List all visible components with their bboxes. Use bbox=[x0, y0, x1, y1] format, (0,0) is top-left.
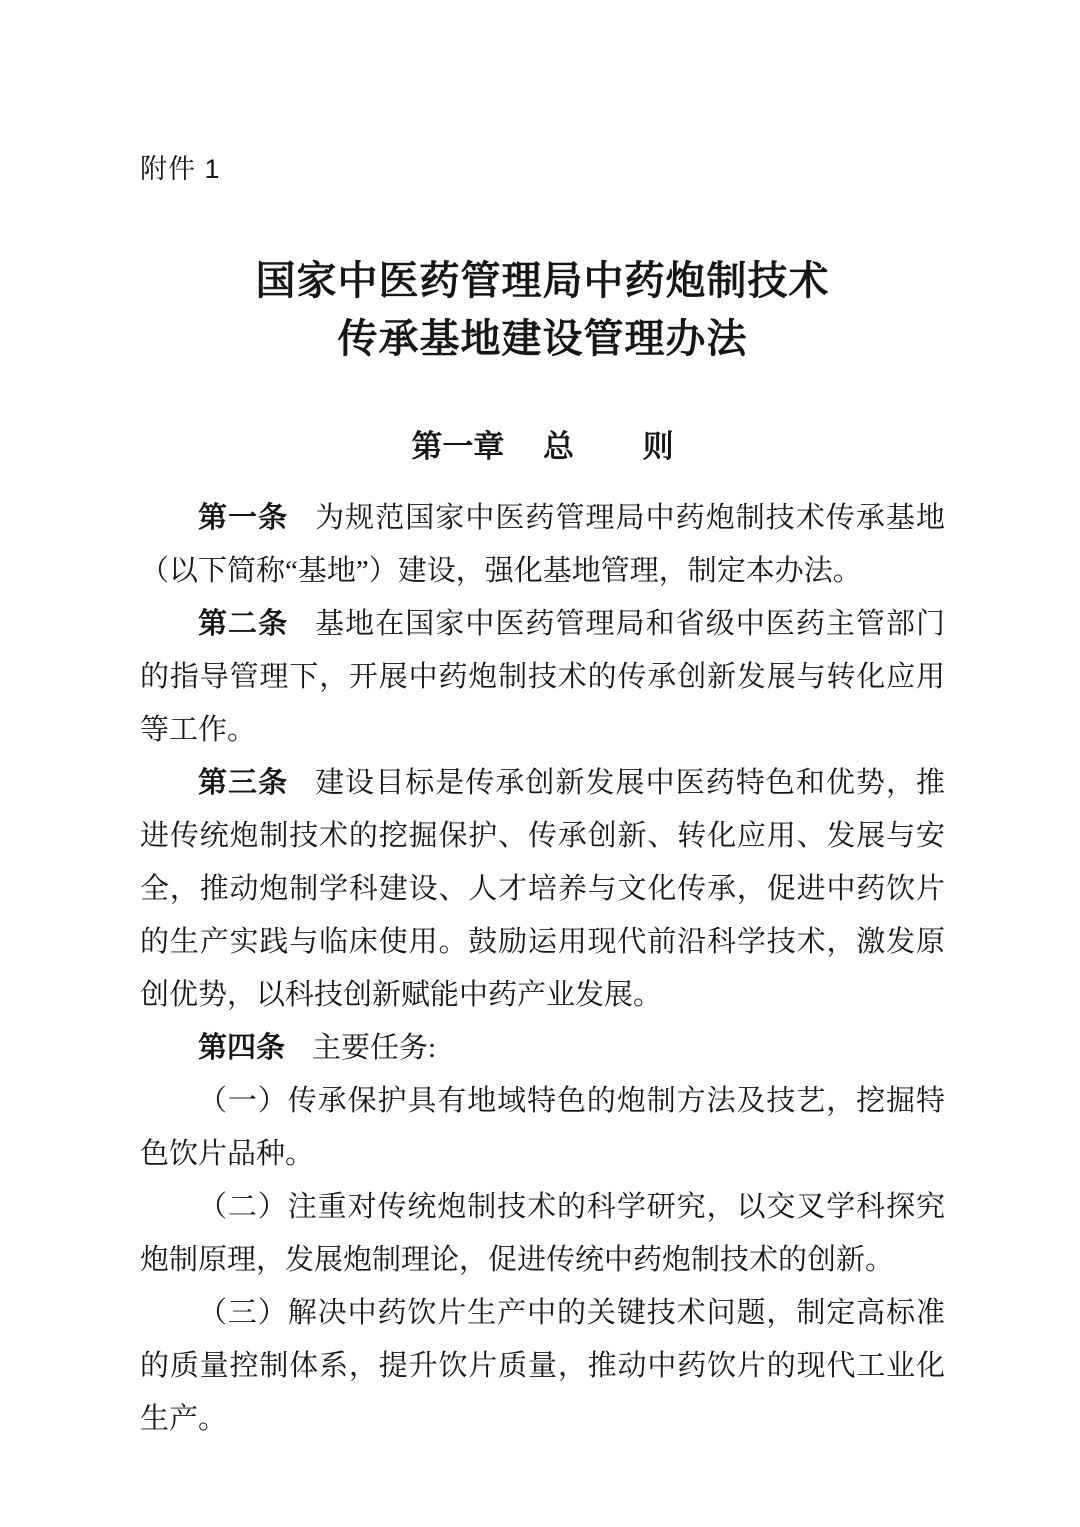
article-3-text: 建设目标是传承创新发展中医药特色和优势，推进传统炮制技术的挖掘保护、传承创新、转化应用、发展与安全，推动炮制学科建设、人才培养与文化传承，促进中药饮片的生产实践与临床使用。鼓励运用现代前沿科学技术，激发原创优势，以科技创新赋能中药产业发展。 bbox=[140, 767, 945, 1011]
document-title-line2: 传承基地建设管理办法 bbox=[337, 316, 748, 361]
article-1-paragraph bbox=[140, 492, 945, 598]
article-1-number: 第一条 bbox=[198, 502, 289, 534]
article-2-text: 基地在国家中医药管理局和省级中医药主管部门的指导管理下，开展中药炮制技术的传承创新发展与转化应用等工作。 bbox=[140, 608, 945, 746]
task-item-2-text: （二）注重对传统炮制技术的科学研究，以交叉学科探究炮制原理，发展炮制理论，促进传统中药炮制技术的创新。 bbox=[140, 1191, 945, 1276]
article-1-text: 为规范国家中医药管理局中药炮制技术传承基地（以下简称“基地”）建设，强化基地管理，制定本办法。 bbox=[140, 502, 945, 587]
document-title bbox=[140, 252, 945, 368]
task-item-3-text: （三）解决中药饮片生产中的关键技术问题，制定高标准的质量控制体系，提升饮片质量，推动中药饮片的现代工业化生产。 bbox=[140, 1297, 945, 1435]
article-2-paragraph bbox=[140, 598, 945, 757]
task-item-1-text: （一）传承保护具有地域特色的炮制方法及技艺，挖掘特色饮片品种。 bbox=[140, 1085, 945, 1170]
article-3-number: 第三条 bbox=[198, 767, 289, 799]
task-item-3-paragraph bbox=[140, 1287, 945, 1446]
task-item-2-paragraph bbox=[140, 1181, 945, 1287]
chapter-number: 第一章 bbox=[411, 429, 505, 464]
article-4-number: 第四条 bbox=[198, 1032, 286, 1064]
article-4-paragraph bbox=[140, 1022, 945, 1075]
chapter-word-2: 则 bbox=[642, 429, 674, 464]
article-3-paragraph bbox=[140, 757, 945, 1022]
task-item-1-paragraph bbox=[140, 1075, 945, 1181]
attachment-label: 附件 1 bbox=[140, 154, 221, 184]
article-4-text: 主要任务: bbox=[312, 1032, 437, 1064]
document-body bbox=[140, 492, 945, 1446]
document-title-line1: 国家中医药管理局中药炮制技术 bbox=[255, 258, 830, 303]
chapter-word-1: 总 bbox=[543, 429, 574, 464]
chapter-heading bbox=[140, 428, 945, 466]
article-2-number: 第二条 bbox=[198, 608, 289, 640]
